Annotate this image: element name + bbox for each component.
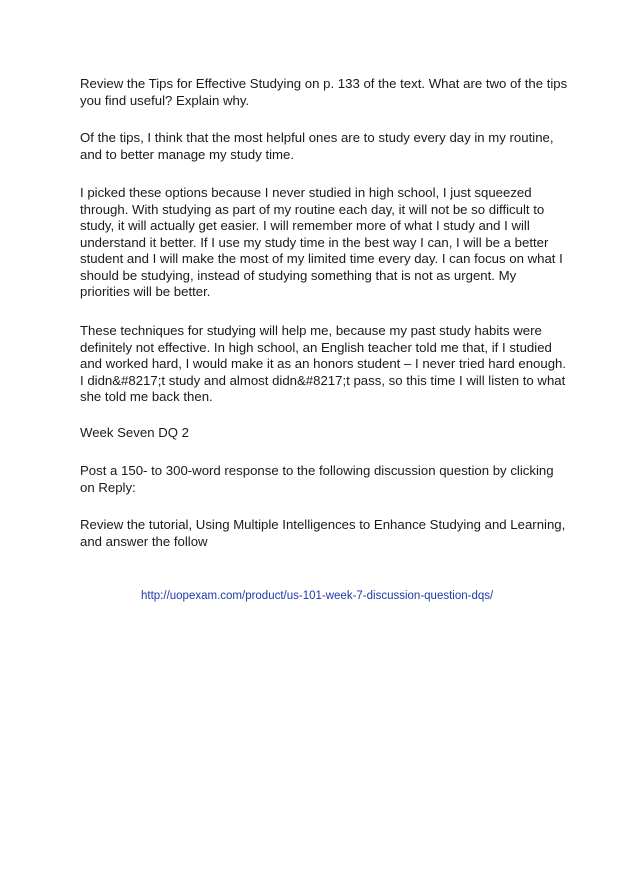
section-heading: Week Seven DQ 2 [80, 425, 189, 440]
answer-summary-paragraph: Of the tips, I think that the most helpful ones are to study every day in my routine, and to better manage my study time. [80, 130, 554, 162]
explanation-paragraph: I picked these options because I never studied in high school, I just squeezed through. With studying as part of my routine each day, it will not be so difficult to study, it will actually get easier. I will remember more of what I study and I will understand it better. If I use my study time in the best way I can, I will be a better student and I will make the most of my limited time every day. I can focus on what I should be studying, instead of studying something that is not as urgent. My priorities will be better. [80, 185, 563, 299]
tutorial-paragraph: Review the tutorial, Using Multiple Intelligences to Enhance Studying and Learning, and answer the follow [80, 517, 566, 549]
techniques-paragraph: These techniques for studying will help me, because my past study habits were definitely not effective. In high school, an English teacher told me that, if I studied and worked hard, I would make it as an honors student – I never tried hard enough. I didn&#8217;t study and almost didn&#8217;t pass, so this time I will listen to what she told me back then. [80, 323, 567, 404]
question-paragraph: Review the Tips for Effective Studying on p. 133 of the text. What are two of the tips you find useful? Explain why. [80, 76, 568, 108]
instructions-paragraph: Post a 150- to 300-word response to the following discussion question by clicking on Reply: [80, 463, 554, 495]
product-link[interactable]: http://uopexam.com/product/us-101-week-7-discussion-question-dqs/ [141, 590, 494, 602]
